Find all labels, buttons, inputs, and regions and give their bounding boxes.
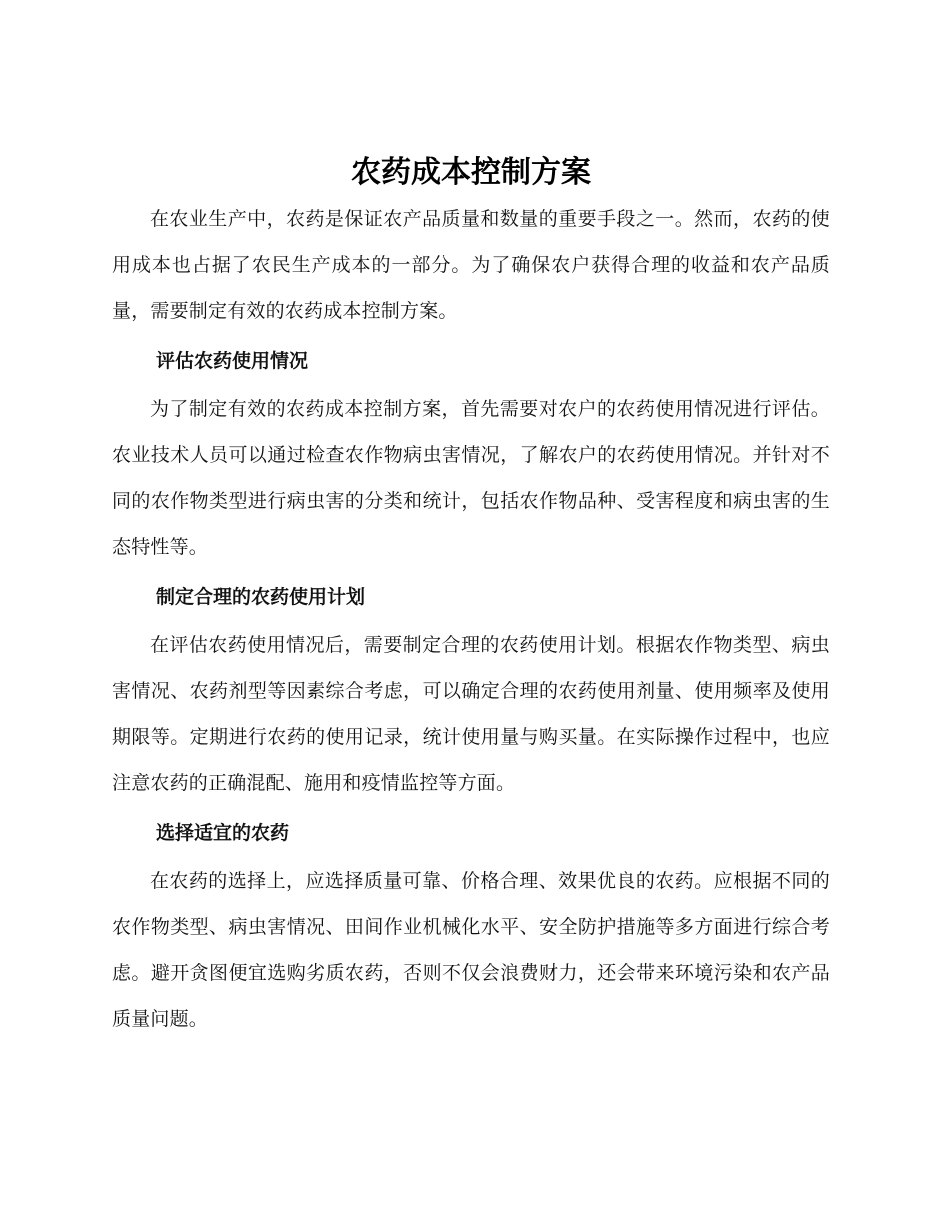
section-heading: 制定合理的农药使用计划: [156, 586, 366, 608]
section-usage-plan: [112, 576, 830, 806]
section-heading: 评估农药使用情况: [156, 350, 309, 372]
section-paragraph: 为了制定有效的农药成本控制方案，首先需要对农户的农药使用情况进行评估。农业技术人员可以通过检查农作物病虫害情况，了解农户的农药使用情况。并针对不同的农作物类型进行病虫害的分类和统计，包括农作物品种、受害程度和病虫害的生态特性等。: [112, 398, 830, 558]
document-body: [112, 150, 830, 1042]
section-paragraph: 在评估农药使用情况后，需要制定合理的农药使用计划。根据农作物类型、病虫害情况、农药剂型等因素综合考虑，可以确定合理的农药使用剂量、使用频率及使用期限等。定期进行农药的使用记录，统计使用量与购买量。在实际操作过程中，也应注意农药的正确混配、施用和疫情监控等方面。: [112, 634, 830, 794]
section-assess-usage: [112, 340, 830, 570]
section-choose-pesticide: [112, 812, 830, 1042]
section-paragraph: 在农药的选择上，应选择质量可靠、价格合理、效果优良的农药。应根据不同的农作物类型、病虫害情况、田间作业机械化水平、安全防护措施等多方面进行综合考虑。避开贪图便宜选购劣质农药，否则不仅会浪费财力，还会带来环境污染和农产品质量问题。: [112, 870, 830, 1030]
document-title: 农药成本控制方案: [351, 155, 591, 190]
intro-paragraph: 在农业生产中，农药是保证农产品质量和数量的重要手段之一。然而，农药的使用成本也占据了农民生产成本的一部分。为了确保农户获得合理的收益和农产品质量，需要制定有效的农药成本控制方案。: [112, 208, 830, 322]
section-heading: 选择适宜的农药: [156, 822, 290, 844]
